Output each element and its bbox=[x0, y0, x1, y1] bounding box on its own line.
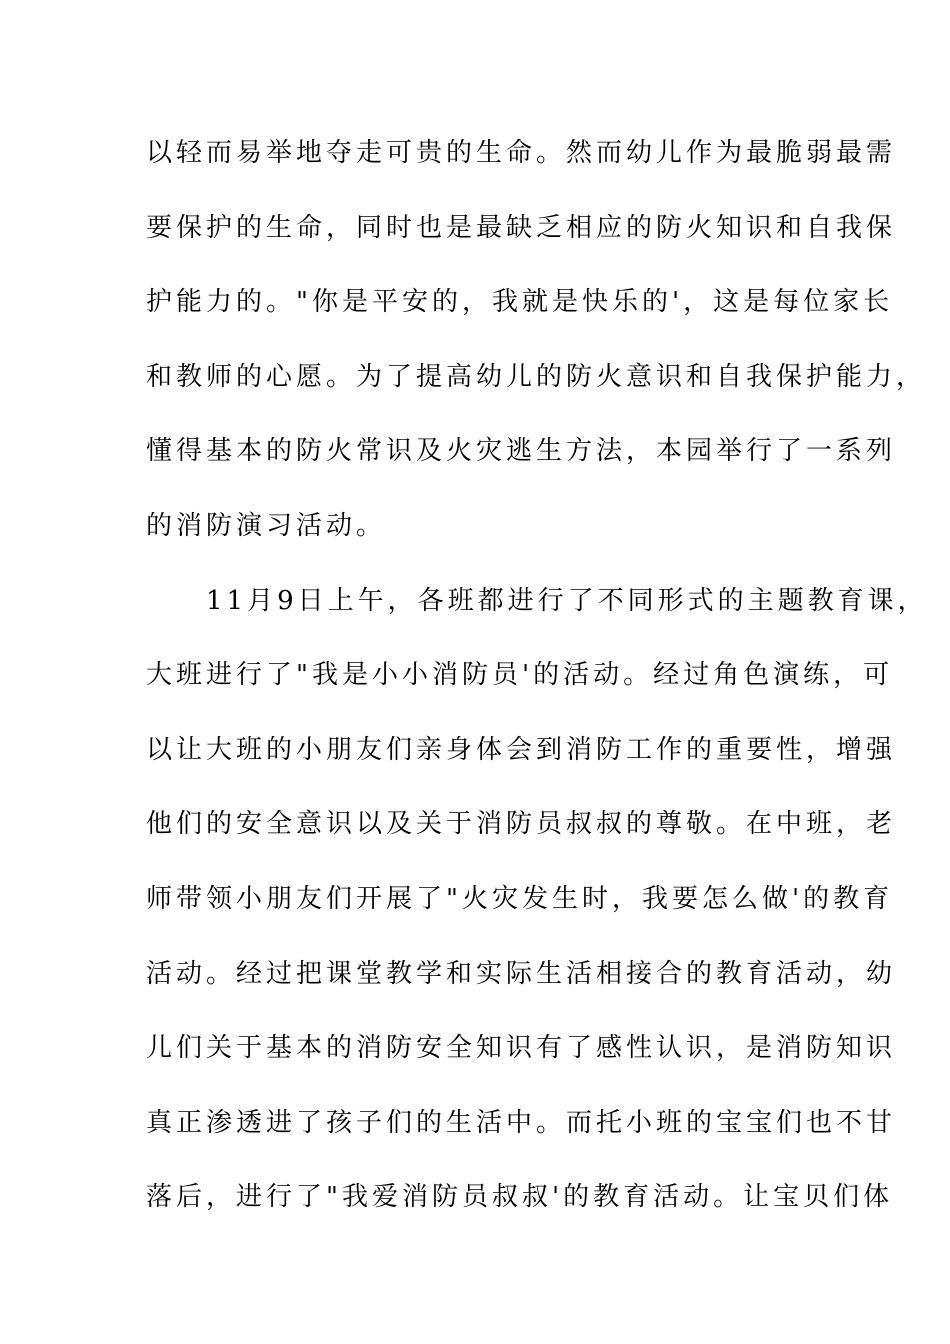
text-line: 落后，进行了"我爱消防员叔叔'的教育活动。让宝贝们体 bbox=[146, 1182, 894, 1213]
text-line: 大班进行了"我是小小消防员'的活动。经过角色演练，可 bbox=[146, 660, 894, 691]
text-line: 护能力的。"你是平安的，我就是快乐的'，这是每位家长 bbox=[146, 287, 894, 318]
text-line: 师带领小朋友们开展了"火灾发生时，我要怎么做'的教育 bbox=[146, 883, 894, 914]
text-line: 要保护的生命，同时也是最缺乏相应的防火知识和自我保 bbox=[146, 212, 897, 243]
text-line: 和教师的心愿。为了提高幼儿的防火意识和自我保护能力， bbox=[146, 361, 927, 392]
text-line: 活动。经过把课堂教学和实际生活相接合的教育活动，幼 bbox=[146, 958, 897, 989]
text-line: 他们的安全意识以及关于消防员叔叔的尊敬。在中班，老 bbox=[146, 809, 897, 840]
text-line: 11月9日上午，各班都进行了不同形式的主题教育课， bbox=[146, 585, 928, 616]
text-line: 真正渗透进了孩子们的生活中。而托小班的宝宝们也不甘 bbox=[146, 1107, 897, 1138]
body-text bbox=[146, 131, 928, 1250]
text-line: 的消防演习活动。 bbox=[146, 510, 387, 541]
text-line: 儿们关于基本的消防安全知识有了感性认识，是消防知识 bbox=[146, 1033, 897, 1064]
text-line: 以让大班的小朋友们亲身体会到消防工作的重要性，增强 bbox=[146, 734, 897, 765]
text-line: 懂得基本的防火常识及火灾逃生方法，本园举行了一系列 bbox=[146, 436, 897, 467]
text-line: 以轻而易举地夺走可贵的生命。然而幼儿作为最脆弱最需 bbox=[146, 138, 897, 168]
